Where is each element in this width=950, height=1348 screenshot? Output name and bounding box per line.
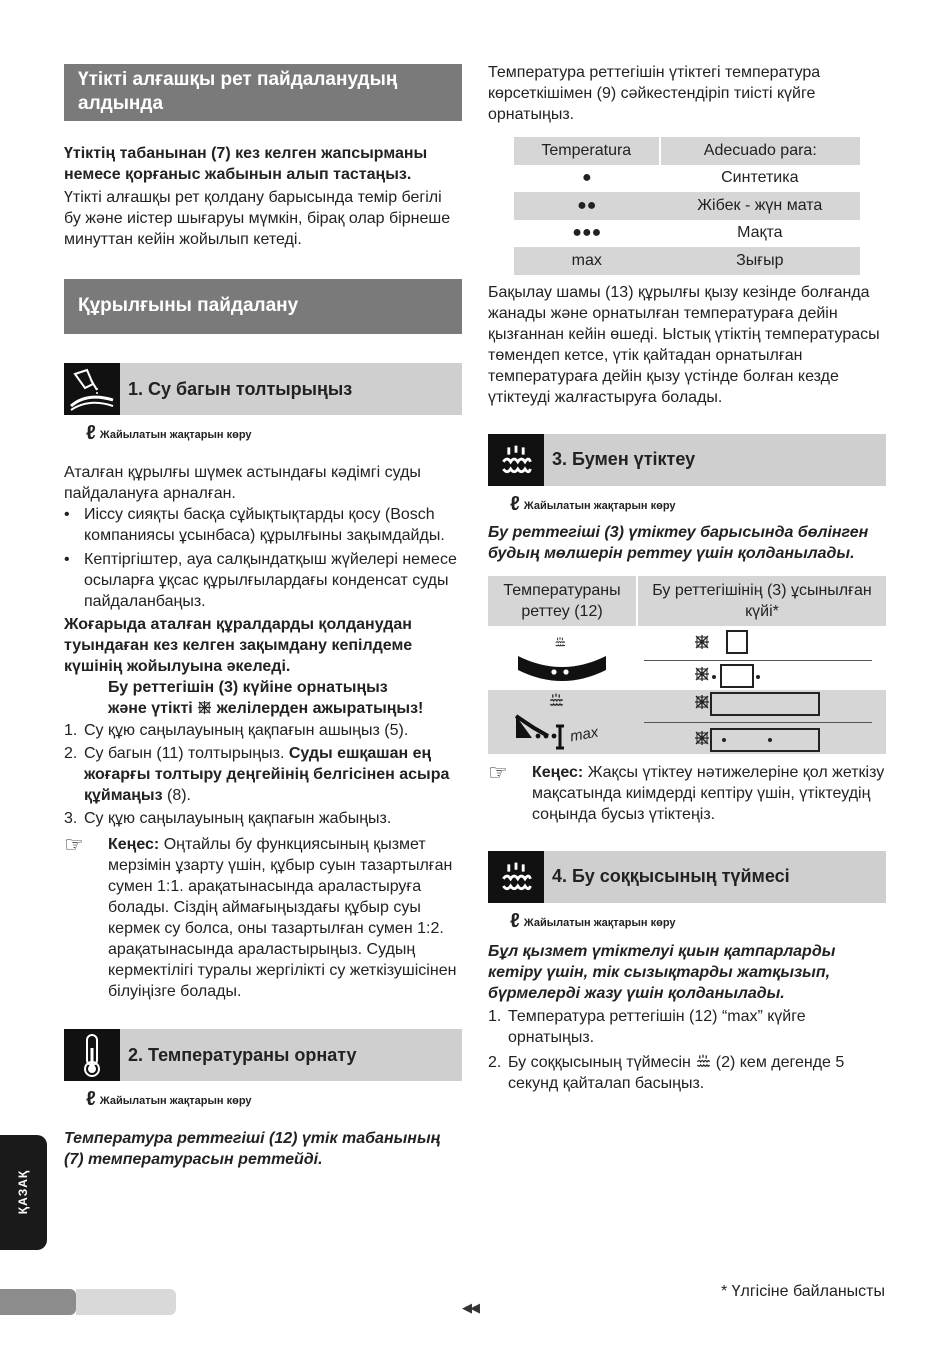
list-item: 1. Температура реттегішін (12) “max” күйге орнатыңыз. xyxy=(488,1007,806,1046)
tip-label: Кеңес: xyxy=(108,836,160,853)
left-column xyxy=(64,64,462,1170)
lamp-text: Бақылау шамы (13) құрылғы қызу кезінде болғанда жанады және орнатылған температураға дейін қызғаннан кейін өшеді. Ыстық үтіктің температурасы төмендеп кетсе, үтік қайтадан орнатылған температураға дейін қызу үстінде болған кезде үтіктеуді жалғастыруға болады. xyxy=(488,283,880,406)
thermometer-icon xyxy=(64,1029,120,1081)
max-label: max xyxy=(568,723,600,745)
steam-setting-medium xyxy=(710,692,820,716)
see-foldout-2 xyxy=(86,1088,462,1110)
steam-shot-icon xyxy=(695,1053,711,1069)
list-item: 3. Су құю саңылауының қақпағын жабыңыз. xyxy=(64,810,392,827)
nav-arrows-icon: ◀◀ xyxy=(462,1300,478,1315)
table-row: ●●● Мақта xyxy=(572,224,783,242)
pointer-hand-icon: ℓ xyxy=(86,1088,96,1110)
set-regulator-note xyxy=(108,677,462,719)
no-steam-icon xyxy=(694,666,710,682)
first-use-text: Үтікті алғашқы рет қолдану барысында темір бегілі бу және иістер шығаруы мүмкін, бірақ олар бірнеше минуттан кейін жойылып кетеді. xyxy=(64,189,451,248)
see-foldout-text: Жайылатын жақтарын көру xyxy=(99,429,252,441)
water-fill-icon xyxy=(64,363,120,415)
sec1-intro: Аталған құрылғы шүмек астындағы кәдімгі суды пайдалануға арналған. xyxy=(64,464,421,502)
sec3-tip xyxy=(488,759,886,825)
section-3-title: 3. Бумен үтіктеу xyxy=(544,434,886,486)
sec1-bullet-list xyxy=(64,504,462,612)
sec4-intro: Бұл қызмет үтіктелуі қиын қатпарларды кетіру үшін, тік сызықтарды жатқызып, бүрмелерді жазу үшін қолданылады. xyxy=(488,942,836,1002)
section-4-title: 4. Бу соққысының түймесі xyxy=(544,851,886,903)
temperature-table xyxy=(514,137,860,275)
see-foldout-3 xyxy=(510,492,886,515)
sec2-intro: Температура реттегіші (12) үтік табанының (7) температурасын реттейді. xyxy=(64,1130,441,1168)
table-header-row xyxy=(514,137,860,165)
footnote: * Үлгісіне байланысты xyxy=(720,1283,885,1300)
see-foldout-text: Жайылатын жақтарын көру xyxy=(523,499,676,512)
page-bar-dark xyxy=(0,1289,76,1315)
sec4-steps xyxy=(488,1006,886,1094)
before-first-use-heading: Үтікті алғашқы рет пайдаланудың алдында xyxy=(64,64,462,121)
warranty-warning: Жоғарыда аталған құралдарды қолданудан туындаған кез келген зақымдану кепілдеме күшінің жойылуына әкеледі. xyxy=(64,616,413,675)
no-steam-icon xyxy=(694,634,710,650)
dial-low-icon xyxy=(488,626,636,690)
pointer-hand-icon: ℓ xyxy=(510,909,520,932)
language-tab xyxy=(0,1135,47,1250)
section-4-header xyxy=(488,851,886,903)
list-item: • Кептіргіштер, ауа салқындатқыш жүйелері немесе осыларға ұқсас құрылғылардағы конденсат суды пайдаланбаңыз. xyxy=(64,549,462,612)
temp-set-intro: Температура реттегішін үтіктегі температура көрсеткішімен (9) сәйкестендіріп тиісті күйге орнатыңыз. xyxy=(488,64,821,123)
see-foldout-text: Жайылатын жақтарын көру xyxy=(523,916,676,929)
tip-label: Кеңес: xyxy=(532,763,584,781)
steam-icon xyxy=(488,434,544,486)
steam-table xyxy=(488,576,886,754)
tip-text: Жақсы үтіктеу нәтижелеріне қол жеткізу мақсатында киімдерді кептіру үшін, үтіктеудің соңында бусыз үтіктеңіз. xyxy=(532,763,885,823)
steam-setting-off xyxy=(726,630,748,654)
section-2-header xyxy=(64,1029,462,1081)
list-item: 2. Су багын (11) толтырыңыз. Суды ешқашан ең жоғарғы толтыру деңгейінің белгісінен асыра құймаңыз (8). xyxy=(64,745,450,804)
sec1-tip xyxy=(64,834,462,1002)
table-header: Temperatura xyxy=(514,137,660,165)
see-foldout-1 xyxy=(86,422,462,444)
list-item: 2. Бу соққысының түймесін (2) кем дегенде 5 секунд қайталап басыңыз. xyxy=(488,1053,845,1092)
table-row xyxy=(488,626,886,690)
no-steam-icon xyxy=(197,700,212,715)
see-foldout-4 xyxy=(510,909,886,932)
set-regulator-text-c: желілерден ажыратыңыз! xyxy=(216,700,424,717)
dial-max-icon xyxy=(488,690,636,754)
sec3-intro: Бу реттегіші (3) үтіктеу барысында бөлінген будың мөлшерін реттеу үшін қолданылады. xyxy=(488,523,869,562)
right-column xyxy=(488,62,886,1094)
table-header: Бу реттегішінің (3) ұсынылған күйі* xyxy=(652,581,872,620)
pointer-hand-icon: ℓ xyxy=(510,492,520,515)
no-steam-icon xyxy=(694,694,710,710)
steam-setting-low xyxy=(720,664,754,688)
pointing-hand-icon: ☞ xyxy=(64,832,84,857)
table-header-row xyxy=(488,576,886,626)
no-steam-icon xyxy=(694,730,710,746)
using-device-title: Құрылғыны пайдалану xyxy=(78,295,299,316)
table-header: Adecuado para: xyxy=(660,137,860,165)
see-foldout-text: Жайылатын жақтарын көру xyxy=(99,1095,252,1107)
table-row xyxy=(488,690,886,754)
steam-icon xyxy=(488,851,544,903)
table-header: Температураны реттеу (12) xyxy=(488,576,638,626)
table-row: max Зығыр xyxy=(514,247,860,275)
using-device-heading xyxy=(64,279,462,334)
section-1-header xyxy=(64,363,462,415)
section-3-header xyxy=(488,434,886,486)
section-2-title: 2. Температураны орнату xyxy=(120,1029,462,1081)
table-row: ●● Жібек - жүн мата xyxy=(514,192,860,220)
set-regulator-text-a: Бу реттегішін (3) күйіне орнатыңыз xyxy=(108,679,388,696)
set-regulator-text-b: және үтікті xyxy=(108,700,193,717)
tip-text: Оңтайлы бу функциясының қызмет мерзімін ұзарту үшін, құбыр суын тазартылған сумен 1:1. арақатынасында араластыруға болады. Сіздің аймағыңыздағы құбыр суы кермек су болса, оны тазартылған сумен 1:2. арақатынасында араластырыңыз. Судың кермектілігі туралы жергілікті су жеткізушісінен білуіңізге болады. xyxy=(108,836,457,1000)
list-item: 1. Су құю саңылауының қақпағын ашыңыз (5). xyxy=(64,722,409,739)
table-row: ● Синтетика xyxy=(581,169,799,187)
list-item: • Иіссу сияқты басқа сұйықтықтарды қосу (Bosch компаниясы ұсынбаса) құрылғыны зақымдайды. xyxy=(64,504,462,546)
remove-sticker-note: Үтіктің табанынан (7) кез келген жапсырманы немесе қорғаныс жабынын алып тастаңыз. xyxy=(64,145,428,183)
pointing-hand-icon: ☞ xyxy=(488,759,508,785)
page-bar-light xyxy=(76,1289,176,1315)
section-1-title: 1. Су багын толтырыңыз xyxy=(120,363,462,415)
sec1-steps xyxy=(64,720,462,829)
language-tab-label: ҚАЗАҚ xyxy=(16,1169,30,1215)
steam-setting-max xyxy=(710,728,820,752)
pointer-hand-icon: ℓ xyxy=(86,422,96,444)
